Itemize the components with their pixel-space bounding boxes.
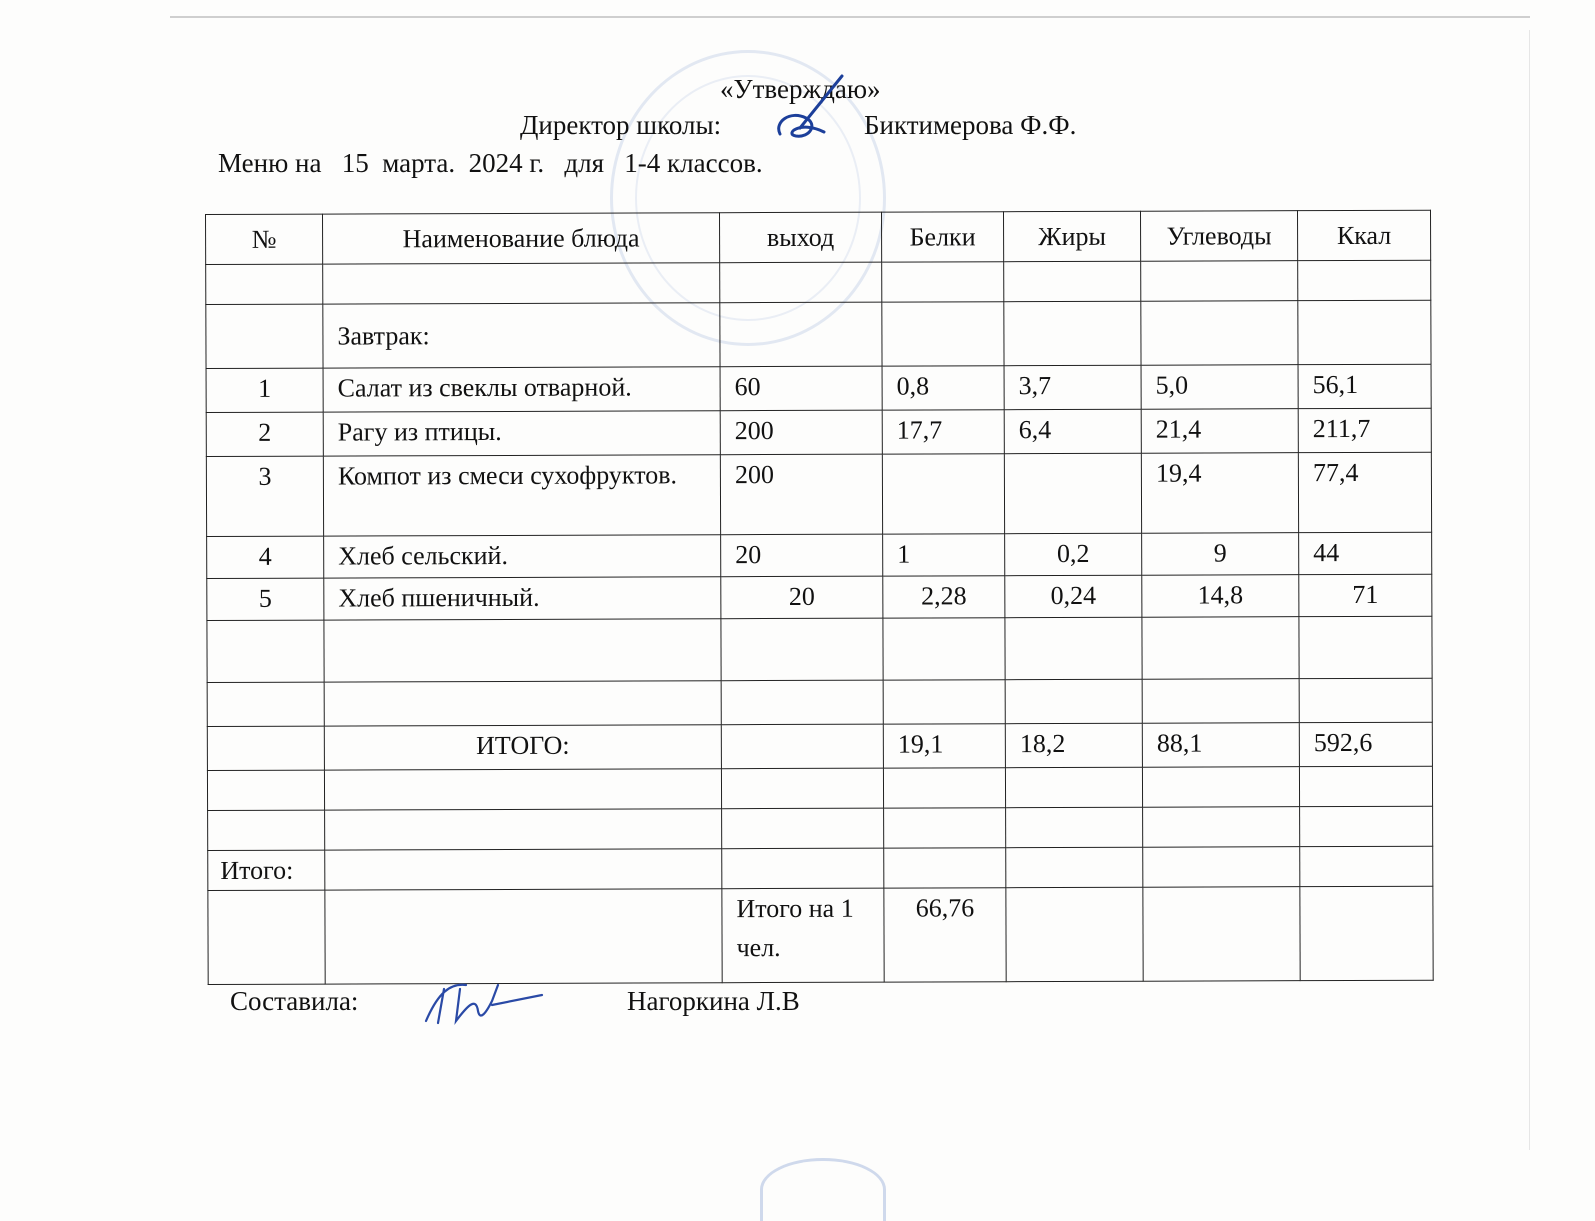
dish-fat xyxy=(1004,453,1141,533)
per-person-label: Итого на 1 чел. xyxy=(722,888,884,983)
header-cell: № xyxy=(206,214,323,264)
dish-output: 20 xyxy=(721,534,883,577)
composer-signature xyxy=(420,975,550,1031)
dish-output: 20 xyxy=(721,576,883,619)
empty-row xyxy=(207,616,1432,682)
dish-name: Салат из свеклы отварной. xyxy=(323,367,720,412)
director-label: Директор школы: xyxy=(520,110,722,140)
dish-name: Хлеб пшеничный. xyxy=(324,577,721,620)
dish-kcal: 211,7 xyxy=(1298,408,1431,452)
row-number: 1 xyxy=(206,368,323,412)
itogo-label: Итого: xyxy=(208,850,325,890)
scan-right-edge xyxy=(1529,30,1530,1150)
total-kcal: 592,6 xyxy=(1299,722,1432,766)
approval-title: «Утверждаю» xyxy=(720,74,881,104)
dish-protein: 2,28 xyxy=(883,576,1005,618)
dish-fat: 0,2 xyxy=(1005,533,1142,575)
per-person-row xyxy=(208,886,1433,984)
per-person-value: 66,76 xyxy=(884,888,1006,982)
table-row xyxy=(207,574,1432,620)
total-fat: 18,2 xyxy=(1005,723,1142,767)
dish-carbs: 19,4 xyxy=(1141,453,1298,534)
total-carbs: 88,1 xyxy=(1142,723,1299,768)
dish-kcal: 77,4 xyxy=(1298,452,1431,532)
total-label: ИТОГО: xyxy=(324,725,721,770)
dish-name: Компот из смеси сухофруктов. xyxy=(323,455,720,536)
dish-kcal: 71 xyxy=(1299,574,1432,616)
director-line xyxy=(520,110,1077,141)
dish-output: 200 xyxy=(720,454,882,535)
empty-row xyxy=(207,766,1432,810)
dish-output: 200 xyxy=(720,410,882,455)
menu-heading xyxy=(218,148,763,179)
header-cell: Углеводы xyxy=(1140,211,1297,262)
menu-table xyxy=(205,210,1434,985)
empty-row xyxy=(207,678,1432,726)
table-row xyxy=(206,408,1431,456)
dish-carbs: 5,0 xyxy=(1141,365,1298,410)
dish-carbs: 9 xyxy=(1142,533,1299,576)
dish-fat: 0,24 xyxy=(1005,575,1142,617)
director-signature xyxy=(770,72,850,152)
table-row xyxy=(206,364,1431,412)
scan-top-edge xyxy=(170,16,1530,18)
dish-carbs: 14,8 xyxy=(1142,575,1299,618)
header-cell: выход xyxy=(719,212,881,263)
header-cell: Наименование блюда xyxy=(323,213,720,264)
menu-year: 2024 г. xyxy=(468,148,545,178)
table-row xyxy=(207,532,1432,578)
dish-name: Рагу из птицы. xyxy=(323,411,720,456)
footer-line xyxy=(230,986,800,1017)
director-name: Биктимерова Ф.Ф. xyxy=(864,110,1077,140)
menu-day: 15 xyxy=(341,148,369,178)
dish-protein: 1 xyxy=(883,534,1005,576)
dish-fat: 3,7 xyxy=(1004,365,1141,409)
header-cell: Жиры xyxy=(1003,211,1140,261)
section-row xyxy=(206,300,1431,368)
itogo-row xyxy=(208,846,1433,890)
dish-kcal: 56,1 xyxy=(1298,364,1431,408)
dish-fat: 6,4 xyxy=(1004,409,1141,453)
dish-kcal: 44 xyxy=(1299,532,1432,574)
menu-prefix: Меню на xyxy=(218,148,322,178)
header-cell: Белки xyxy=(881,212,1003,262)
row-number: 5 xyxy=(207,578,324,620)
dish-carbs: 21,4 xyxy=(1141,409,1298,454)
composed-name: Нагоркина Л.В xyxy=(627,986,800,1016)
composed-label: Составила: xyxy=(230,986,359,1016)
menu-for: для xyxy=(564,148,605,178)
empty-row xyxy=(206,260,1431,304)
section-label: Завтрак: xyxy=(323,303,720,368)
menu-month: марта. xyxy=(382,148,456,178)
empty-row xyxy=(208,806,1433,850)
dish-protein: 17,7 xyxy=(882,410,1004,454)
table-header-row xyxy=(206,210,1431,264)
menu-classes: 1-4 классов. xyxy=(624,148,763,178)
total-protein: 19,1 xyxy=(883,724,1005,768)
dish-output: 60 xyxy=(720,366,882,411)
school-stamp-bottom xyxy=(760,1158,886,1221)
dish-protein: 0,8 xyxy=(882,366,1004,410)
row-number: 3 xyxy=(206,456,323,536)
dish-protein xyxy=(882,454,1004,534)
table-row xyxy=(206,452,1431,536)
row-number: 2 xyxy=(206,412,323,456)
header-cell: Ккал xyxy=(1297,210,1430,260)
row-number: 4 xyxy=(207,536,324,578)
total-row xyxy=(207,722,1432,770)
dish-name: Хлеб сельский. xyxy=(324,535,721,578)
